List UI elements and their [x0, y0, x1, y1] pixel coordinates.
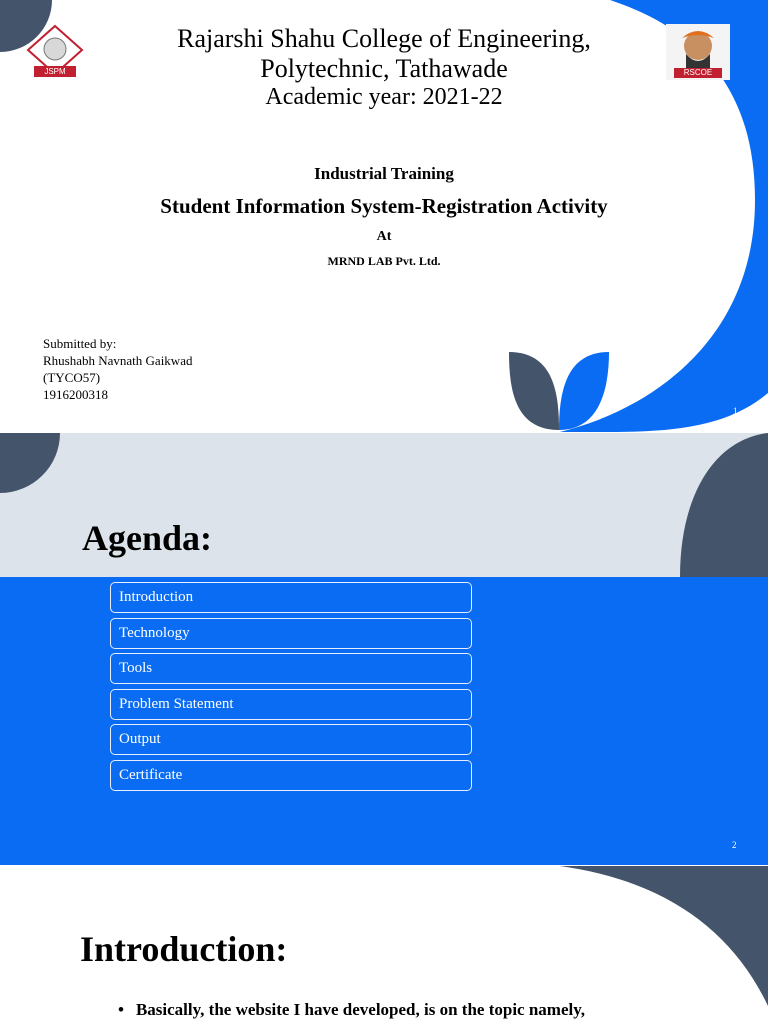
student-roll: (TYCO57) [43, 370, 101, 385]
agenda-item-tools: Tools [110, 653, 472, 684]
academic-year: Academic year: 2021-22 [265, 84, 503, 110]
enrollment-number: 1916200318 [43, 387, 108, 402]
student-name: Rhushabh Navnath Gaikwad [43, 353, 193, 368]
bullet-icon: • [118, 1000, 124, 1019]
company-name: MRND LAB Pvt. Ltd. [327, 254, 441, 268]
leaf-decoration [505, 350, 615, 432]
introduction-title: Introduction: [80, 929, 288, 969]
jspm-logo-text: JSPM [44, 67, 66, 76]
training-label: Industrial Training [314, 164, 454, 183]
agenda-item-certificate: Certificate [110, 760, 472, 791]
agenda-title: Agenda: [82, 518, 213, 558]
project-title: Student Information System-Registration Activity [160, 194, 608, 218]
page-number: 1 [733, 406, 738, 416]
rscoe-logo-text: RSCOE [683, 68, 713, 77]
agenda-item-output: Output [110, 724, 472, 755]
agenda-item-problem-statement: Problem Statement [110, 689, 472, 720]
submitted-by-label: Submitted by: [43, 336, 117, 351]
slide-3 [0, 866, 768, 1024]
slide-2 [0, 433, 768, 865]
at-label: At [376, 229, 392, 244]
agenda-item-introduction: Introduction [110, 582, 472, 613]
leaf-decoration [676, 433, 768, 577]
corner-decoration [0, 433, 70, 503]
college-name-line1: Rajarshi Shahu College of Engineering, [177, 24, 591, 53]
agenda-item-technology: Technology [110, 618, 472, 649]
page-number: 2 [732, 840, 737, 850]
intro-bullet-1 [118, 1000, 585, 1020]
intro-bullet-1-text: Basically, the website I have developed, is on the topic namely, [135, 1000, 586, 1019]
slide-1 [0, 0, 768, 432]
college-name-line2: Polytechnic, Tathawade [260, 54, 508, 83]
